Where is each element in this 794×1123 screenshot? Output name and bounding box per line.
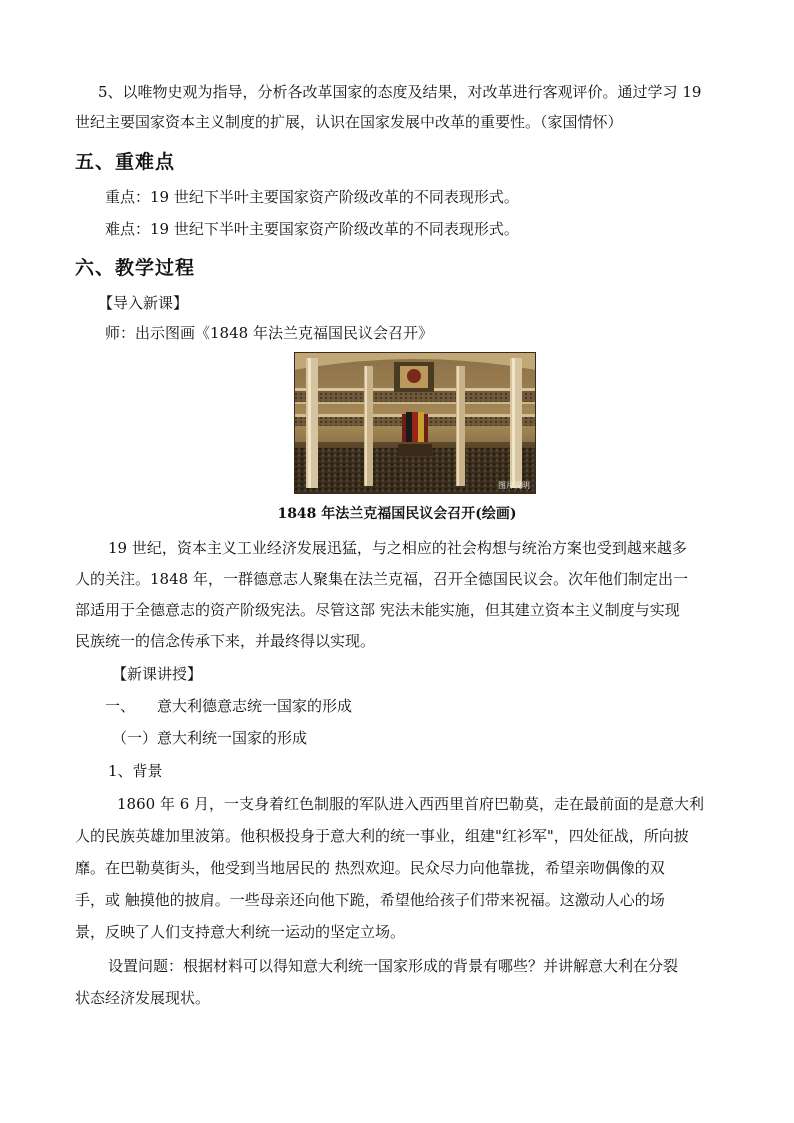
objective-item-5-line-1: 5、以唯物史观为指导，分析各改革国家的态度及结果，对改革进行客观评价。通过学习 19 (98, 83, 702, 101)
figure-caption: 1848 年法兰克福国民议会召开(绘画) (277, 506, 517, 522)
difficult-point: 难点：19 世纪下半叶主要国家资产阶级改革的不同表现形式。 (105, 220, 519, 238)
background-paragraph-line-5: 景，反映了人们支持意大利统一运动的坚定立场。 (75, 923, 406, 941)
part-1-subsection-1: （一）意大利统一国家的形成 (112, 729, 308, 747)
intro-paragraph-line-2: 人的关注。1848 年，一群德意志人聚集在法兰克福，召开全德国民议会。次年他们制定出一 (75, 570, 688, 588)
intro-teacher-line: 师：出示图画《1848 年法兰克福国民议会召开》 (105, 324, 433, 342)
background-paragraph-line-1: 1860 年 6 月，一支身着红色制服的军队进入西西里首府巴勒莫，走在最前面的是意大利 (117, 795, 705, 813)
new-lesson-title: 【新课讲授】 (112, 665, 203, 683)
intro-title: 【导入新课】 (98, 294, 189, 312)
intro-paragraph-line-4: 民族统一的信念传承下来，并最终得以实现。 (75, 632, 376, 650)
question-paragraph-line-2: 状态经济发展现状。 (75, 989, 211, 1007)
objective-item-5-line-2: 世纪主要国家资本主义制度的扩展，认识在国家发展中改革的重要性。（家国情怀） (75, 113, 623, 131)
intro-paragraph-line-3: 部适用于全德意志的资产阶级宪法。尽管这部 宪法未能实施，但其建立资本主义制度与实现 (75, 601, 680, 619)
intro-paragraph-line-1: 19 世纪，资本主义工业经济发展迅猛，与之相应的社会构想与统治方案也受到越来越多 (108, 539, 687, 557)
background-paragraph-line-4: 手，或 触摸他的披肩。一些母亲还向他下跪，希望他给孩子们带来祝福。这激动人心的场 (75, 891, 665, 909)
background-title: 1、背景 (108, 762, 163, 780)
image-watermark: 图片说明 (498, 481, 530, 490)
background-paragraph-line-2: 人的民族英雄加里波第。他积极投身于意大利的统一事业，组建"红衫军"，四处征战，所向披 (75, 827, 689, 845)
part-1-title: 意大利德意志统一国家的形成 (157, 697, 353, 715)
key-point: 重点：19 世纪下半叶主要国家资产阶级改革的不同表现形式。 (105, 188, 519, 206)
question-paragraph-line-1: 设置问题：根据材料可以得知意大利统一国家形成的背景有哪些？并讲解意大利在分裂 (108, 957, 679, 975)
part-1-number: 一、 (105, 697, 136, 715)
section-5-heading: 五、重难点 (75, 151, 176, 173)
frankfurt-assembly-painting (294, 352, 536, 494)
section-6-heading: 六、教学过程 (75, 257, 196, 279)
background-paragraph-line-3: 靡。在巴勒莫街头，他受到当地居民的 热烈欢迎。民众尽力向他靠拢，希望亲吻偶像的双 (75, 859, 665, 877)
